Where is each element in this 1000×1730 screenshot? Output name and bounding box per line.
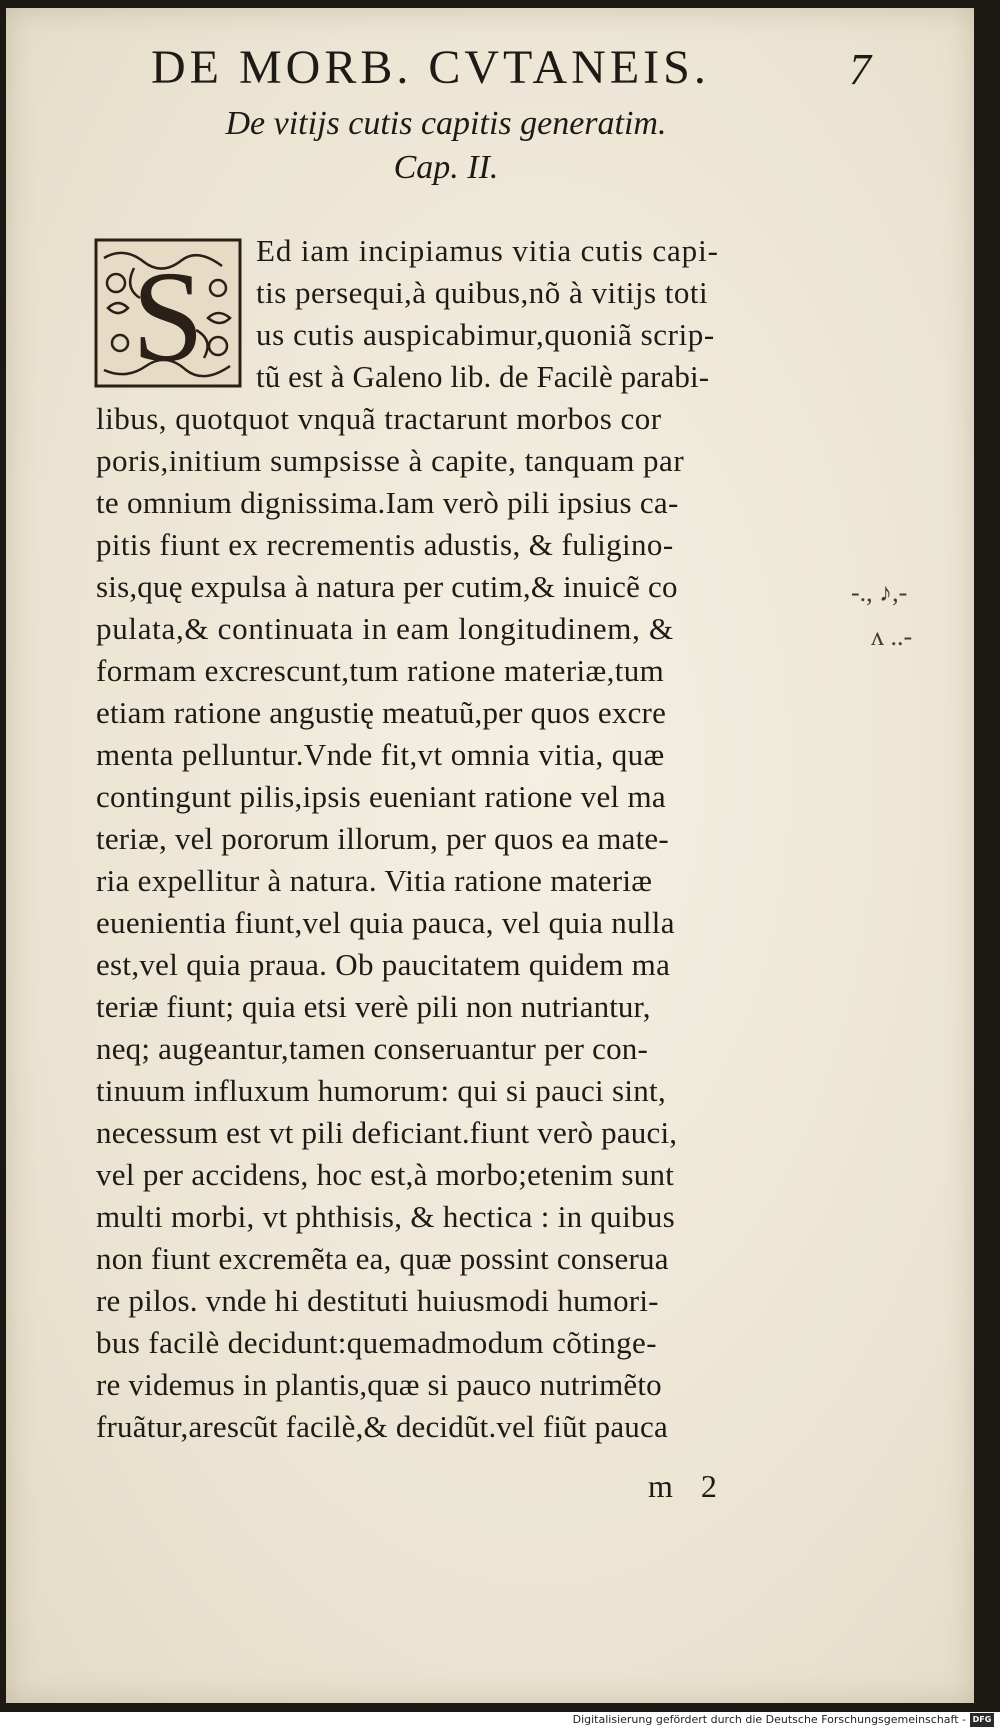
text-line: tũ est à Galeno lib. de Facilè parabi- xyxy=(256,359,710,394)
text-line: multi morbi, vt phthisis, & hectica : in quibus xyxy=(96,1199,675,1234)
text-line: libus, quotquot vnquã tractarunt morbos cor xyxy=(96,401,662,436)
text-line: pitis fiunt ex recrementis adustis, & fuligino- xyxy=(96,527,674,562)
text-line: sis,quę expulsa à natura per cutim,& inuicẽ co xyxy=(96,569,678,604)
body-text xyxy=(6,8,974,1703)
margin-annotation xyxy=(851,578,971,688)
text-line: us cutis auspicabimur,quoniã scrip- xyxy=(256,317,715,352)
text-line: re videmus in plantis,quæ si pauco nutrimẽto xyxy=(96,1367,662,1402)
text-line: formam excrescunt,tum ratione materiæ,tum xyxy=(96,653,665,688)
text-line: est,vel quia praua. Ob paucitatem quidem ma xyxy=(96,947,671,982)
text-line: teriæ, vel pororum illorum, per quos ea mate- xyxy=(96,821,669,856)
text-line: Ed iam incipiamus vitia cutis capi- xyxy=(256,233,719,268)
text-line: euenientia fiunt,vel quia pauca, vel quia nulla xyxy=(96,905,675,940)
book-page xyxy=(6,8,974,1703)
text-line: necessum est vt pili deficiant.fiunt verò pauci, xyxy=(96,1115,678,1150)
text-line: tis persequi,à quibus,nõ à vitijs toti xyxy=(256,275,709,310)
text-line: te omnium dignissima.Iam verò pili ipsius ca- xyxy=(96,485,679,520)
text-line: non fiunt excremẽta ea, quæ possint conserua xyxy=(96,1241,669,1276)
text-line: tinuum influxum humorum: qui si pauci sint, xyxy=(96,1073,667,1108)
running-title: DE MORB. CVTANEIS. xyxy=(151,41,710,94)
text-line: ria expellitur à natura. Vitia ratione materiæ xyxy=(96,863,653,898)
text-line: poris,initium sumpsisse à capite, tanquam par xyxy=(96,443,685,478)
text-line: fruãtur,arescũt facilè,& decidũt.vel fiũt pauca xyxy=(96,1409,668,1444)
chapter-number: Cap. II. xyxy=(393,149,499,186)
text-line: menta pelluntur.Vnde fit,vt omnia vitia, quæ xyxy=(96,737,665,772)
text-line: teriæ fiunt; quia etsi verè pili non nutriantur, xyxy=(96,989,651,1024)
catchword-signature: m 2 xyxy=(648,1468,727,1504)
margin-note-line: -., ♪,- xyxy=(851,578,908,607)
margin-note-line: ʌ ..- xyxy=(871,622,913,651)
text-line: etiam ratione angustię meatuũ,per quos excre xyxy=(96,695,667,730)
text-line: bus facilè decidunt:quemadmodum cõtinge- xyxy=(96,1325,657,1360)
dfg-logo: DFG xyxy=(970,1713,994,1727)
digitization-credit: Digitalisierung gefördert durch die Deutsche Forschungsgemeinschaft - xyxy=(572,1713,966,1726)
text-line: neq; augeantur,tamen conseruantur per con- xyxy=(96,1031,649,1066)
initial-letter: S xyxy=(131,245,205,388)
chapter-title: De vitijs cutis capitis generatim. xyxy=(225,105,667,142)
page-number: 7 xyxy=(849,45,871,94)
text-line: re pilos. vnde hi destituti huiusmodi humori- xyxy=(96,1283,659,1318)
text-line: pulata,& continuata in eam longitudinem, & xyxy=(96,611,674,646)
text-line: contingunt pilis,ipsis eueniant ratione vel ma xyxy=(96,779,666,814)
text-line: vel per accidens, hoc est,à morbo;etenim sunt xyxy=(96,1157,675,1192)
